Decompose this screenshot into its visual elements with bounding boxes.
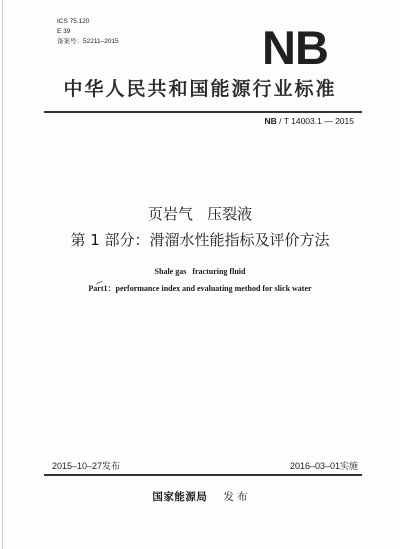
title-en-line1: Shale gas fracturing fluid xyxy=(154,267,246,276)
publisher-line xyxy=(0,490,400,504)
record-number: 备案号：52211–2015 xyxy=(57,38,119,45)
title-cn-line1: 页岩气 压裂液 xyxy=(147,205,253,223)
ccs-code: E 39 xyxy=(57,28,71,35)
title-cn-line2: 第 1 部分：滑溜水性能指标及评价方法 xyxy=(70,231,330,249)
standard-number-prefix: NB xyxy=(264,116,277,126)
bottom-divider xyxy=(44,474,362,476)
implementation-date: 2016–03–01实施 xyxy=(289,461,358,471)
publisher-org: 国家能源局 xyxy=(152,491,208,503)
publisher-action: 发 布 xyxy=(223,491,248,503)
top-divider xyxy=(44,111,362,113)
standard-number-rest: / T 14003.1 — 2015 xyxy=(276,116,354,126)
standard-number xyxy=(265,115,354,127)
title-en-line2: Part1：performance index and evaluating method for slick water xyxy=(88,284,312,293)
classification-codes xyxy=(57,17,119,47)
issue-date: 2015–10–27发布 xyxy=(52,461,121,471)
standard-category-title: 中华人民共和国能源行业标准 xyxy=(63,78,337,100)
nb-logo: NB xyxy=(262,21,328,74)
ics-code: ICS 75.120 xyxy=(57,18,90,25)
